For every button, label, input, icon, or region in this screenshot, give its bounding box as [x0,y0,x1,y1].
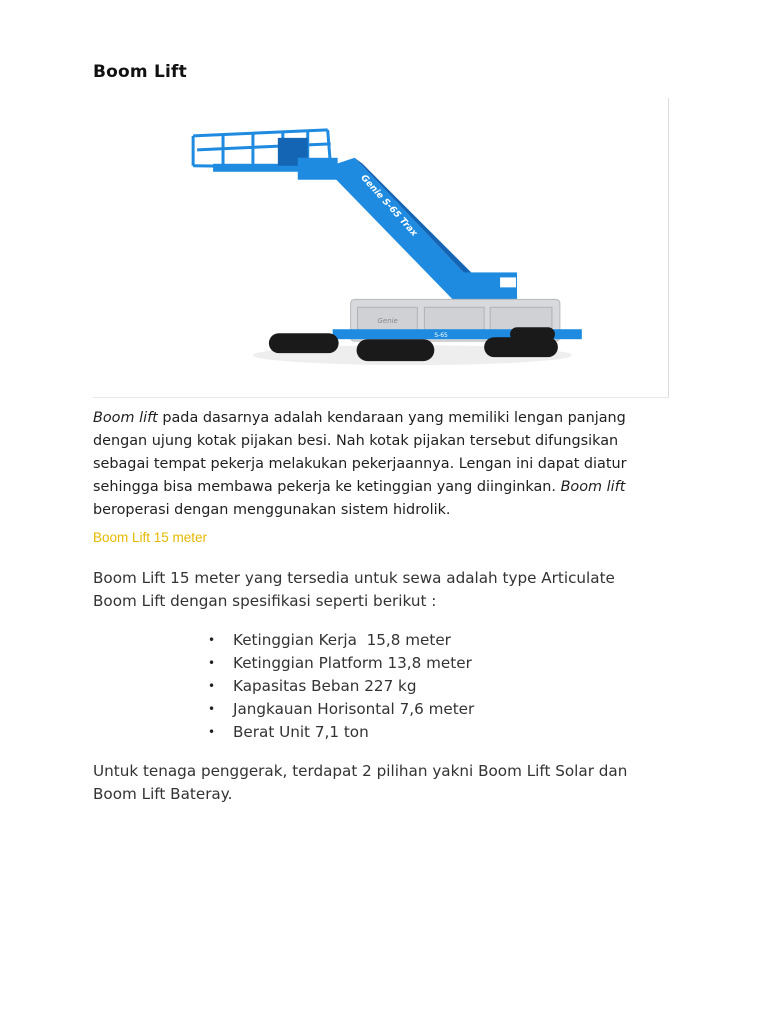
page-title: Boom Lift [93,62,187,82]
spec-item-label: Jangkauan Horisontal 7,6 meter [233,700,475,718]
spec-item-label: Kapasitas Beban 227 kg [233,677,417,695]
bullet-icon: • [208,679,216,693]
boom-lift-illustration [93,98,668,397]
intro-term-2: Boom lift [560,479,626,495]
bullet-icon: • [208,725,216,739]
intro-text: pada dasarnya adalah kendaraan yang memiliki lengan panjang dengan ujung kotak pijakan besi. Nah kotak pijakan tersebut difungsikan sebagai tempat pekerja melakukan pekerjaannya. Lengan ini dapat diatur sehingga bisa membawa pekerja ke ketinggian yang diinginkan. [93,410,627,495]
bullet-icon: • [208,633,216,647]
spec-item [208,698,474,721]
spec-item [208,675,474,698]
bullet-icon: • [208,656,216,670]
boom-text: Genie S-65 Trax [358,173,419,239]
section-heading: Boom Lift 15 meter [93,530,208,545]
spec-item-label: Berat Unit 7,1 ton [233,723,369,741]
bullet-icon: • [208,702,216,716]
spec-item-label: Ketinggian Kerja 15,8 meter [233,631,451,649]
boom-lift-image [93,98,669,398]
badge-text: S-65 [434,332,448,340]
intro-paragraph [93,407,653,522]
turntable-logo [500,277,516,287]
spec-item [208,652,474,675]
intro-text-2: beroperasi dengan menggunakan sistem hidrolik. [93,502,451,518]
spec-item-label: Ketinggian Platform 13,8 meter [233,654,472,672]
intro-term: Boom lift [93,410,158,426]
body-text: Genie [377,317,398,326]
closing-paragraph: Untuk tenaga penggerak, terdapat 2 pilihan yakni Boom Lift Solar dan Boom Lift Bateray. [93,762,628,803]
spec-item [208,721,474,744]
spec-item [208,629,474,652]
spec-list [208,629,474,744]
spec-intro-paragraph: Boom Lift 15 meter yang tersedia untuk sewa adalah type Articulate Boom Lift dengan spesifikasi seperti berikut : [93,569,615,610]
